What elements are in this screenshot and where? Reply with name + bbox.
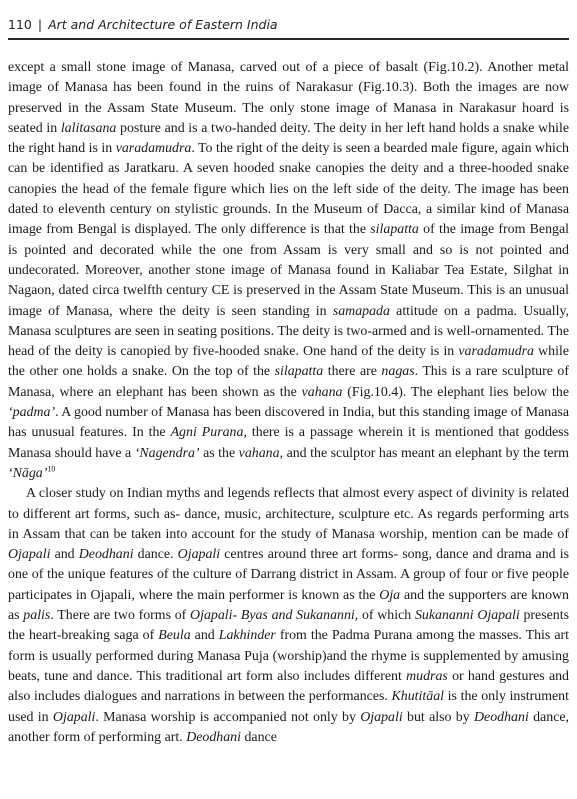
running-title: Art and Architecture of Eastern India [48, 17, 278, 32]
italic-term: ‘Nagendra’ [134, 445, 200, 461]
italic-term: Ojapali [177, 547, 221, 563]
text-run: . This is a rare sculpture of Manasa, where an elephant has been shown as the [8, 364, 569, 400]
italic-term: Ojapali [52, 709, 96, 725]
text-run: A closer study on Indian myths and legends reflects that almost every aspect of divinity is related to different art forms, such as- dance, music, architecture, sculpture etc. As regards performing arts in Assam that can be taken into account for the study of Manasa worship, mention can be made of [8, 486, 569, 542]
page-number: 110 [8, 17, 32, 32]
text-run: of the image from Bengal is pointed and decorated while the one from Assam is very small and so is not pointed and undecorated. Moreover, another stone image of Manasa found in Kaliabar Tea Estate, Silghat in Nagaon, dated circa twelfth century CE is preserved in the Assam State Museum. This is an unusual image of Manasa, where the deity is seen standing in [8, 222, 569, 319]
text-run: and the supporters are known as [8, 587, 569, 624]
text-run: presents the heart-breaking saga of [8, 608, 570, 644]
text-run: there are [323, 364, 382, 380]
text-run: except a small stone image of Manasa, carved out of a piece of basalt (Fig.10.2). Another metal image of Manasa has been found in the ruins of Narakasur (Fig.10.3). Both the images are now preserved in the Assam State Museum. The only stone image of Manasa in Narakasur hoard is seated in [8, 60, 569, 136]
text-run: and [50, 547, 79, 563]
italic-term: Khutitāal [391, 689, 445, 705]
italic-term: mudras [406, 668, 448, 684]
italic-term: samapada [332, 303, 390, 319]
text-run: , there is a passage wherein it is mentioned that goddess Manasa should have a [8, 425, 569, 461]
text-run: . To the right of the deity is seen a bearded male figure, again which can be identified as Jaratkaru. A seven hooded snake canopies the deity and a three-hooded snake canopies the head of the female figure which lies on the left side of the deity. The image has been dated to eleventh century on stylistic grounds. In the Museum of Dacca, a similar kind of Manasa image from Bengal is displayed. The only difference is that the [8, 141, 569, 238]
italic-term: silapatta [370, 222, 419, 238]
italic-term: varadamudra [458, 344, 535, 360]
text-run: . Manasa worship is accompanied not only by [95, 709, 361, 725]
text-run: . A good number of Manasa has been discovered in India, but this standing image of Manasa has unusual features. In the [8, 405, 569, 441]
italic-term: varadamudra [115, 141, 192, 157]
italic-term: Oja [379, 587, 401, 603]
text-run: , and the sculptor has meant an elephant by the term [279, 445, 569, 461]
italic-term: ‘padma’ [8, 405, 56, 421]
italic-term: ‘Nāga’ [8, 465, 48, 481]
text-run: as the [199, 445, 239, 461]
text-run: (Fig.10.4). The elephant lies below the [342, 384, 569, 400]
body-text [8, 58, 569, 748]
text-run: dance. [133, 547, 178, 563]
italic-term: Ojapali [360, 709, 403, 725]
italic-term: Deodhani [474, 709, 529, 725]
italic-term: palis [23, 608, 51, 624]
italic-term: Beula [158, 628, 191, 644]
text-run: or hand gestures and also includes dialogues and narrations in between the performances. [8, 668, 569, 705]
paragraph [8, 484, 569, 748]
text-run: attitude on a padma. Usually, Manasa sculptures are seen in seating positions. The deity is two-armed and is well-ornamented. The head of the deity is canopied by five-hooded snake. One hand of the deity is in [8, 303, 569, 360]
italic-term: Ojapali- Byas and Sukananni, [190, 608, 359, 624]
italic-term: Deodhani [186, 729, 241, 745]
italic-term: nagas [381, 364, 415, 380]
italic-term: Deodhani [78, 547, 134, 563]
text-run: dance, another form of performing art. [8, 709, 569, 745]
italic-term: Ojapali [8, 547, 51, 563]
text-run: from the Padma Purana among the masses. This art form is usually performed during Manasa Puja (worship)and the rhyme is supplemented by amusing beats, tune and dance. This traditional art form also includes different [8, 628, 569, 684]
header-separator: | [37, 17, 43, 32]
header-rule [8, 38, 569, 40]
italic-term: lalitasana [60, 120, 117, 136]
footnote-marker: 10 [47, 464, 56, 474]
text-run: . There are two forms of [50, 608, 191, 624]
paragraph [8, 58, 569, 484]
italic-term: Agni Purana [170, 425, 244, 441]
text-run: is the only instrument used in [8, 689, 569, 725]
text-run: centres around three art forms- song, dance and drama and is one of the unique features of the culture of Darrang district in Assam. A group of four or five people participates in Ojapali, where the main performer is known as the [8, 547, 569, 603]
text-run: and [190, 628, 219, 644]
text-run: while the other one holds a snake. On the top of the [8, 344, 569, 380]
italic-term: silapatta [274, 364, 324, 380]
text-run: posture and is a two-handed deity. The deity in her left hand holds a snake while the right hand is in [8, 120, 569, 157]
text-run: but also by [402, 709, 475, 725]
running-header [8, 14, 568, 36]
text-run: dance [241, 729, 277, 745]
italic-term: Lakhinder [218, 628, 276, 644]
text-run: of which [358, 608, 415, 624]
italic-term: vahana [238, 445, 280, 461]
italic-term: vahana [301, 384, 343, 400]
italic-term: Sukananni Ojapali [414, 608, 520, 624]
